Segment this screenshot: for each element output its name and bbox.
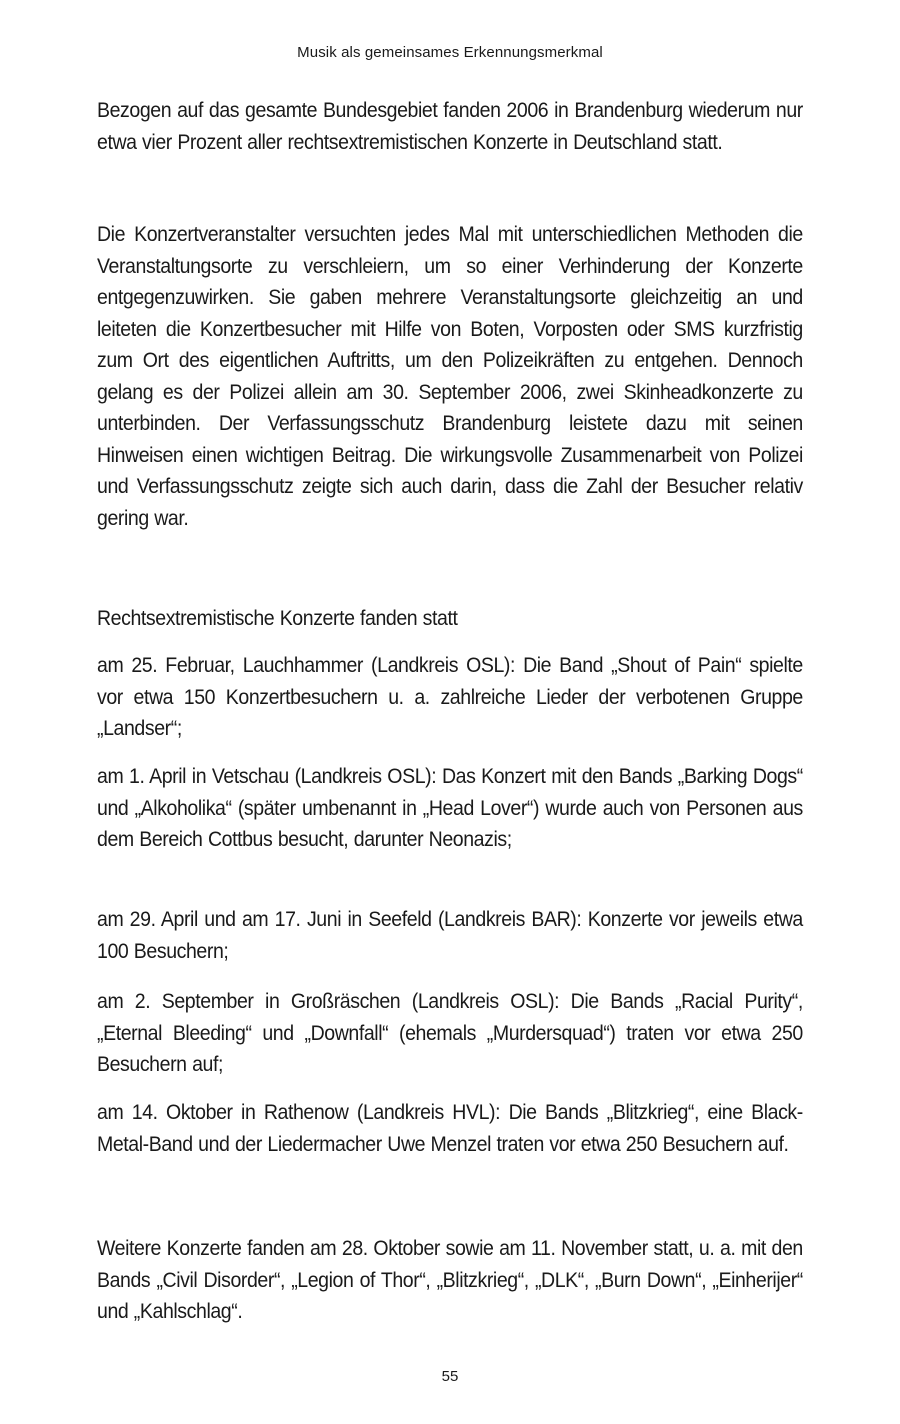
paragraph-text: Die Konzertveranstalter versuchten jedes Mal mit unterschiedlichen Methoden die Veranstaltungsorte zu verschleiern, um so einer Verhinderung der Konzerte entgegenzuwirken. Sie gaben mehrere Veranstaltungsorte gleichzeitig an und leiteten die Konzertbesucher mit Hilfe von Boten, Vorposten oder SMS kurzfristig zum Ort des eigentlichen Auftritts, um den Polizeikräften zu entgehen. Dennoch gelang es der Polizei allein am 30. September 2006, zwei Skinheadkonzerte zu unterbinden. Der Verfassungsschutz Brandenburg leistete dazu mit seinen Hinweisen einen wichtigen Beitrag. Die wirkungsvolle Zusammenarbeit von Polizei und Verfassungsschutz zeigte sich auch darin, dass die Zahl der Besucher relativ gering war.	[97, 223, 803, 530]
paragraph-konzertveranstalter	[97, 219, 803, 534]
paragraph-text: am 25. Februar, Lauchhammer (Landkreis OSL): Die Band „Shout of Pain“ spielte vor etwa 150 Konzertbesuchern u. a. zahlreiche Lieder der verbotenen Gruppe „Landser“;	[97, 654, 803, 740]
running-header: Musik als gemeinsames Erkennungsmerkmal	[297, 44, 603, 61]
paragraph-bundesgebiet	[97, 95, 803, 158]
paragraph-text: Bezogen auf das gesamte Bundesgebiet fanden 2006 in Brandenburg wiederum nur etwa vier Prozent aller rechtsextremistischen Konzerte in Deutschland statt.	[97, 99, 803, 154]
list-intro	[97, 603, 803, 635]
list-item-seefeld	[97, 904, 803, 967]
paragraph-text: Weitere Konzerte fanden am 28. Oktober sowie am 11. November statt, u. a. mit den Bands „Civil Disorder“, „Legion of Thor“, „Blitzkrieg“, „DLK“, „Burn Down“, „Einherijer“ und „Kahlschlag“.	[97, 1237, 803, 1323]
paragraph-text: am 14. Oktober in Rathenow (Landkreis HVL): Die Bands „Blitzkrieg“, eine Black-Metal-Band und der Liedermacher Uwe Menzel traten vor etwa 250 Besuchern auf.	[97, 1101, 803, 1156]
paragraph-text: am 29. April und am 17. Juni in Seefeld (Landkreis BAR): Konzerte vor jeweils etwa 100 Besuchern;	[97, 908, 803, 963]
paragraph-text: am 2. September in Großräschen (Landkreis OSL): Die Bands „Racial Purity“, „Eternal Bleeding“ und „Downfall“ (ehemals „Murdersquad“) traten vor etwa 250 Besuchern auf;	[97, 990, 803, 1076]
list-item-grossraeschen	[97, 986, 803, 1081]
list-item-rathenow	[97, 1097, 803, 1160]
list-item-vetschau	[97, 761, 803, 856]
paragraph-weitere-konzerte	[97, 1233, 803, 1328]
paragraph-text: Rechtsextremistische Konzerte fanden statt	[97, 607, 458, 630]
list-item-lauchhammer	[97, 650, 803, 745]
page-number: 55	[441, 1368, 459, 1385]
paragraph-text: am 1. April in Vetschau (Landkreis OSL): Das Konzert mit den Bands „Barking Dogs“ und „Alkoholika“ (später umbenannt in „Head Lover“) wurde auch von Personen aus dem Bereich Cottbus besucht, darunter Neonazis;	[97, 765, 803, 851]
